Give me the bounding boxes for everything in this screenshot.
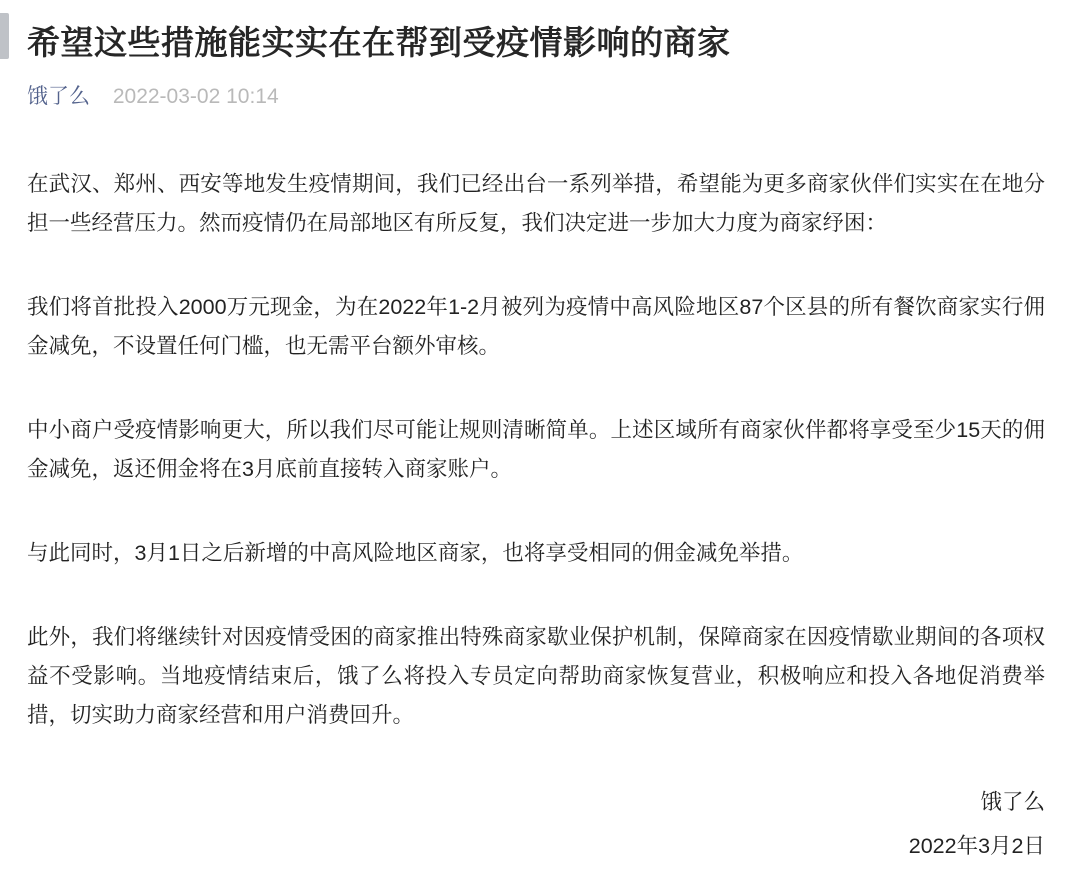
article-timestamp: 2022-03-02 10:14 bbox=[112, 85, 279, 108]
paragraph-funding: 我们将首批投入2000万元现金，为在2022年1-2月被列为疫情中高风险地区87个区县的所有餐饮商家实行佣金减免，不设置任何门槛，也无需平台额外审核。 bbox=[27, 295, 1045, 358]
signature-date: 2022年3月2日 bbox=[908, 834, 1045, 858]
article-meta bbox=[27, 82, 1045, 112]
article-body bbox=[27, 165, 1045, 735]
paragraph-new-regions: 与此同时，3月1日之后新增的中高风险地区商家，也将享受相同的佣金减免举措。 bbox=[27, 541, 804, 565]
article-title: 希望这些措施能实实在在帮到受疫情影响的商家 bbox=[27, 24, 731, 61]
paragraph-protection-mechanism: 此外，我们将继续针对因疫情受困的商家推出特殊商家歇业保护机制，保障商家在因疫情歇业期间的各项权益不受影响。当地疫情结束后，饿了么将投入专员定向帮助商家恢复营业，积极响应和投入各地促消费举措，切实助力商家经营和用户消费回升。 bbox=[27, 625, 1045, 727]
paragraph-intro: 在武汉、郑州、西安等地发生疫情期间，我们已经出台一系列举措，希望能为更多商家伙伴们实实在在地分担一些经营压力。然而疫情仍在局部地区有所反复，我们决定进一步加大力度为商家纾困： bbox=[27, 172, 1045, 235]
signature-block bbox=[27, 780, 1045, 868]
paragraph-commission-waiver: 中小商户受疫情影响更大，所以我们尽可能让规则清晰简单。上述区域所有商家伙伴都将享受至少15天的佣金减免，返还佣金将在3月底前直接转入商家账户。 bbox=[27, 418, 1045, 481]
article-source-link[interactable]: 饿了么 bbox=[27, 85, 90, 108]
screen-edge-artifact bbox=[0, 13, 9, 59]
signature-name: 饿了么 bbox=[980, 790, 1045, 814]
